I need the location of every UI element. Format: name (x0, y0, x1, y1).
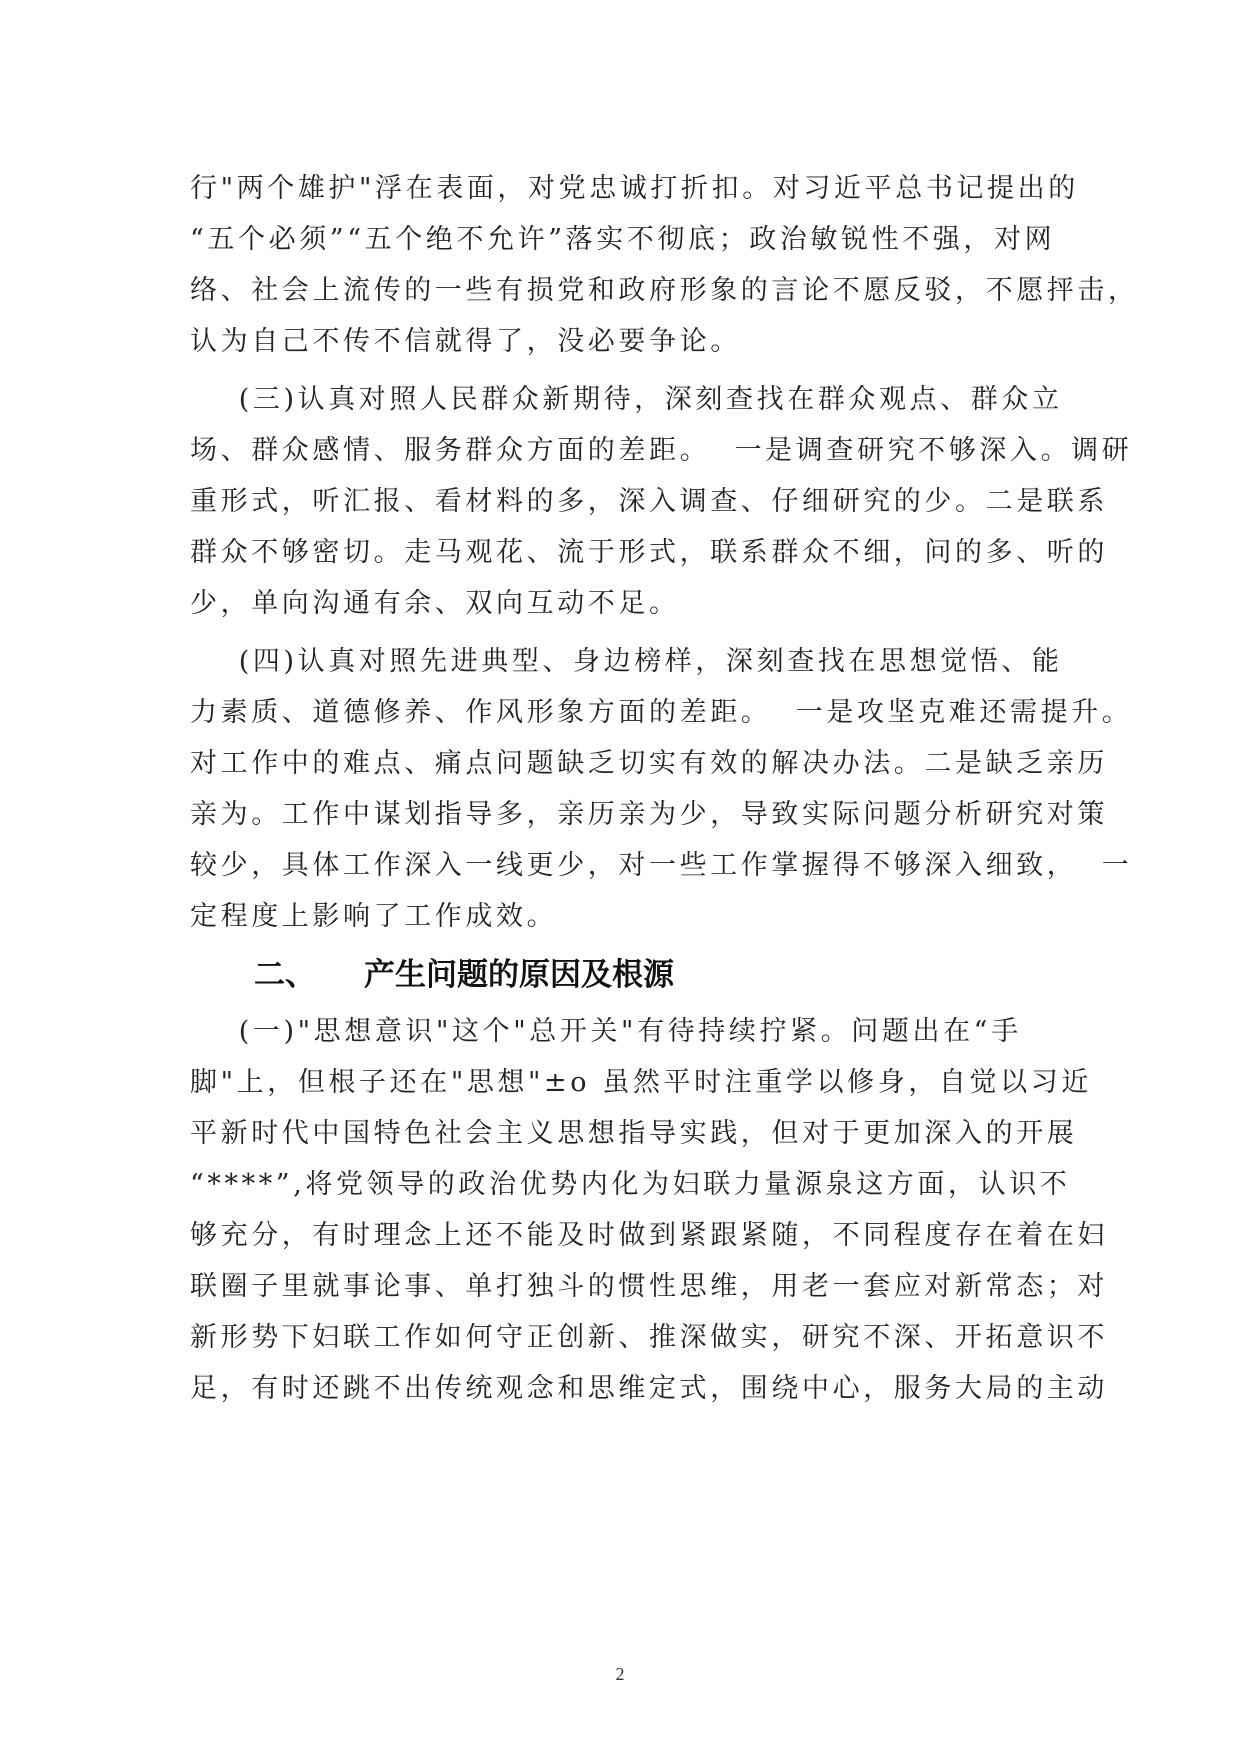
text-line: 平新时代中国特色社会主义思想指导实践，但对于更加深入的开展 (190, 1118, 1078, 1149)
text-line: 联圈子里就事论事、单打独斗的惯性思维，用老一套应对新常态；对 (190, 1271, 1108, 1302)
text-line: 场、群众感情、服务群众方面的差距。 一是调查研究不够深入。调研 (190, 435, 1133, 466)
text-line: 行"两个雄护"浮在表面，对党忠诚打折扣。对习近平总书记提出的 (190, 173, 1079, 204)
text-line: “****”,将党领导的政治优势内化为妇联力量源泉这方面，认识不 (190, 1169, 1071, 1200)
section-number: 二、 (254, 957, 316, 993)
text-line: 认为自己不传不信就得了，没必要争论。 (190, 326, 741, 357)
text-line: 定程度上影响了工作成效。 (190, 901, 558, 932)
text-line: 够充分，有时理念上还不能及时做到紧跟紧随，不同程度存在着在妇 (190, 1220, 1108, 1251)
text-line: 新形势下妇联工作如何守正创新、推深做实，研究不深、开拓意识不 (190, 1322, 1108, 1353)
text-line: 少，单向沟通有余、双向互动不足。 (190, 588, 680, 619)
text-line: (一)"思想意识"这个"总开关"有待持续拧紧。问题出在“手 (190, 1016, 1022, 1047)
text-line: 足，有时还跳不出传统观念和思维定式，围绕中心，服务大局的主动 (190, 1373, 1108, 1404)
text-line: (四)认真对照先进典型、身边榜样，深刻查找在思想觉悟、能 (190, 646, 1063, 677)
page-number: 2 (615, 1664, 625, 1684)
section-title: 产生问题的原因及根源 (364, 957, 674, 993)
text-line: 对工作中的难点、痛点问题缺乏切实有效的解决办法。二是缺乏亲历 (190, 748, 1108, 779)
text-line: “五个必须”“五个绝不允许”落实不彻底；政治敏锐性不强，对网 (190, 224, 1056, 255)
document-body (190, 163, 1139, 1414)
text-line: (三)认真对照人民群众新期待，深刻查找在群众观点、群众立 (190, 384, 1063, 415)
text-line: 亲为。工作中谋划指导多，亲历亲为少，导致实际问题分析研究对策 (190, 799, 1108, 830)
text-line: 脚"上，但根子还在"思想"±o 虽然平时注重学以修身，自觉以习近 (190, 1067, 1092, 1098)
paragraph-4 (190, 1006, 1108, 1414)
paragraph-2 (190, 374, 1133, 629)
text-line: 络、社会上流传的一些有损党和政府形象的言论不愿反驳，不愿抨击， (190, 275, 1139, 306)
paragraph-1 (190, 163, 1139, 367)
text-line: 力素质、道德修养、作风形象方面的差距。 一是攻坚克难还需提升。 (190, 697, 1133, 728)
section-heading (190, 944, 1060, 1006)
text-line: 群众不够密切。走马观花、流于形式，联系群众不细，问的多、听的 (190, 537, 1108, 568)
text-line: 较少，具体工作深入一线更少，对一些工作掌握得不够深入细致， 一 (190, 850, 1133, 881)
paragraph-3 (190, 636, 1133, 942)
text-line: 重形式，听汇报、看材料的多，深入调查、仔细研究的少。二是联系 (190, 486, 1108, 517)
